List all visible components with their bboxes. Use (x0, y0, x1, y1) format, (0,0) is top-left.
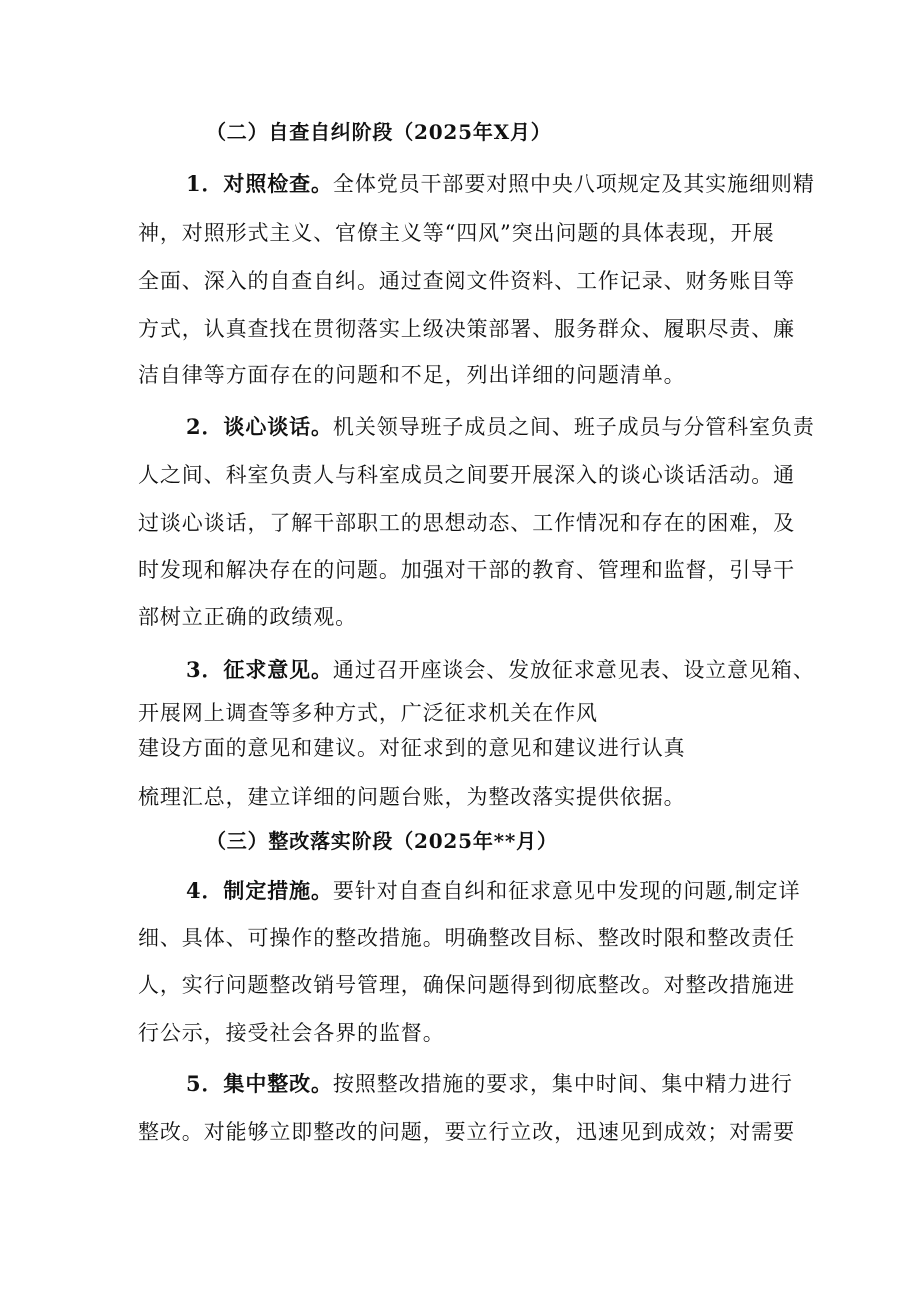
paragraph-line: 神，对照形式主义、官僚主义等“四风”突出问题的具体表现，开展 (138, 221, 775, 245)
section-heading-2: （二）自查自纠阶段（2025年X月） (206, 120, 552, 144)
paragraph-line: 全面、深入的自查自纠。通过查阅文件资料、工作记录、财务账目等 (138, 269, 795, 293)
item-4-text: 要针对自查自纠和征求意见中发现的问题,制定详 (332, 879, 801, 903)
paragraph-line: 整改。对能够立即整改的问题，要立行立改，迅速见到成效；对需要 (138, 1120, 795, 1144)
paragraph-line: 部树立正确的政绩观。 (138, 605, 357, 629)
paragraph-line: 过谈心谈话，了解干部职工的思想动态、工作情况和存在的困难，及 (138, 511, 795, 535)
item-5-title: 集中整改。 (223, 1071, 333, 1096)
item-1-text: 全体党员干部要对照中央八项规定及其实施细则精 (332, 172, 815, 196)
paragraph-line: 梳理汇总，建立详细的问题台账，为整改落实提供依据。 (138, 785, 686, 809)
item-3-first-line (186, 655, 815, 685)
paragraph-line: 开展网上调查等多种方式，广泛征求机关在作风 (138, 701, 598, 725)
paragraph-line: 方式，认真查找在贯彻落实上级决策部署、服务群众、履职尽责、廉 (138, 317, 795, 341)
item-4-first-line (186, 876, 800, 906)
paragraph-line: 建设方面的意见和建议。对征求到的意见和建议进行认真 (138, 736, 686, 760)
item-2-number: 2． (186, 414, 224, 439)
item-5-text: 按照整改措施的要求，集中时间、集中精力进行 (332, 1072, 793, 1096)
item-1-title: 对照检查。 (223, 171, 333, 196)
item-5-first-line (186, 1069, 793, 1099)
item-5-number: 5． (186, 1071, 224, 1096)
paragraph-line: 人，实行问题整改销号管理，确保问题得到彻底整改。对整改措施进 (138, 973, 795, 997)
item-1-first-line (186, 169, 815, 199)
item-2-first-line (186, 412, 815, 442)
section-heading-3: （三）整改落实阶段（2025年**月） (206, 829, 558, 853)
item-3-text: 通过召开座谈会、发放征求意见表、设立意见箱、 (332, 658, 815, 682)
paragraph-line: 洁自律等方面存在的问题和不足，列出详细的问题清单。 (138, 363, 686, 387)
paragraph-line: 人之间、科室负责人与科室成员之间要开展深入的谈心谈话活动。通 (138, 463, 795, 487)
item-4-title: 制定措施。 (223, 878, 333, 903)
item-2-title: 谈心谈话。 (223, 414, 333, 439)
item-3-number: 3． (186, 657, 224, 682)
item-4-number: 4． (186, 878, 224, 903)
paragraph-line: 时发现和解决存在的问题。加强对干部的教育、管理和监督，引导干 (138, 558, 795, 582)
item-2-text: 机关领导班子成员之间、班子成员与分管科室负责 (332, 415, 815, 439)
paragraph-line: 细、具体、可操作的整改措施。明确整改目标、整改时限和整改责任 (138, 926, 795, 950)
item-3-title: 征求意见。 (223, 657, 333, 682)
item-1-number: 1． (186, 171, 224, 196)
paragraph-line: 行公示，接受社会各界的监督。 (138, 1021, 445, 1045)
